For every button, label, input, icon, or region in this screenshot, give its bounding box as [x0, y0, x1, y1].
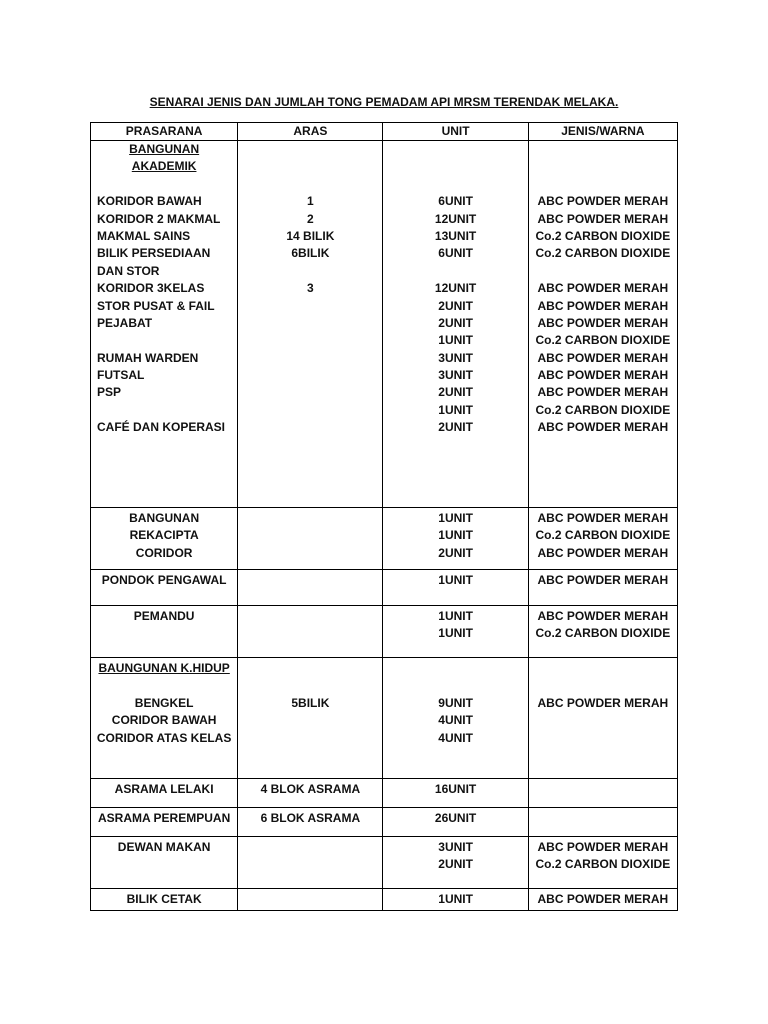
list-item: 2UNIT — [438, 298, 473, 313]
cell-aras-pondok — [238, 570, 383, 606]
cell-jenis-dewan-makan — [528, 837, 677, 889]
list-item: PONDOK PENGAWAL — [101, 573, 227, 587]
list-item: KORIDOR 2 MAKMAL — [97, 211, 221, 226]
list-item: 2UNIT — [438, 315, 473, 330]
cell-prasarana-rekacipta — [91, 508, 238, 570]
list-item: 1UNIT — [438, 511, 473, 525]
table-row-asrama-perempuan — [91, 808, 678, 837]
list-item: ABC POWDER MERAH — [537, 368, 669, 383]
list-item: ASRAMA PEREMPUAN — [98, 811, 231, 825]
list-item: ABC POWDER MERAH — [537, 573, 669, 587]
list-item: BILIK PERSEDIAAN — [97, 246, 211, 261]
list-item: 6UNIT — [438, 194, 473, 209]
cell-jenis-akademik — [528, 141, 677, 508]
list-item: 2UNIT — [438, 420, 473, 435]
cell-jenis-khidup — [528, 658, 677, 779]
list-item: PSP — [97, 385, 122, 400]
cell-unit-pemandu — [383, 606, 528, 658]
list-item: ABC POWDER MERAH — [537, 385, 669, 400]
cell-unit-akademik — [383, 141, 528, 508]
list-item: ABC POWDER MERAH — [537, 609, 669, 623]
list-item: CORIDOR — [135, 545, 193, 560]
list-item: ABC POWDER MERAH — [537, 298, 669, 313]
list-item: BILIK CETAK — [126, 892, 202, 906]
list-item: 4UNIT — [438, 713, 473, 728]
table-row-akademik — [91, 141, 678, 508]
cell-prasarana-pondok — [91, 570, 238, 606]
list-item: Co.2 CARBON DIOXIDE — [535, 402, 671, 417]
list-item: KORIDOR BAWAH — [97, 194, 202, 209]
list-item: Co.2 CARBON DIOXIDE — [535, 626, 671, 641]
list-item: RUMAH WARDEN — [97, 350, 199, 365]
header-unit: UNIT — [383, 123, 528, 141]
list-item: ABC POWDER MERAH — [537, 350, 669, 365]
list-item: 2UNIT — [438, 545, 473, 560]
section-heading: BAUNGUNAN K.HIDUP — [98, 661, 230, 675]
list-item: 1UNIT — [438, 528, 473, 543]
list-item: 3UNIT — [438, 350, 473, 365]
list-item: 1UNIT — [438, 402, 473, 417]
list-item: 12UNIT — [434, 281, 477, 296]
list-item: ABC POWDER MERAH — [537, 511, 669, 525]
list-item: 1UNIT — [438, 609, 473, 623]
list-item: ABC POWDER MERAH — [537, 194, 669, 209]
header-prasarana: PRASARANA — [91, 123, 238, 141]
cell-unit-khidup — [383, 658, 528, 779]
list-item: DEWAN MAKAN — [117, 840, 211, 854]
cell-prasarana-asrama-perempuan — [91, 808, 238, 837]
list-item: CORIDOR ATAS KELAS — [96, 730, 232, 745]
cell-prasarana-dewan-makan — [91, 837, 238, 889]
cell-prasarana-akademik — [91, 141, 238, 508]
list-item: 2 — [307, 211, 314, 226]
list-item: 3 — [307, 281, 314, 296]
list-item: 1UNIT — [438, 333, 473, 348]
cell-aras-asrama-perempuan — [238, 808, 383, 837]
list-item: 2UNIT — [438, 385, 473, 400]
list-item: 26UNIT — [434, 811, 477, 825]
list-item: 5BILIK — [291, 695, 330, 710]
table-row-dewan-makan — [91, 837, 678, 889]
cell-jenis-rekacipta — [528, 508, 677, 570]
section-heading: AKADEMIK — [131, 159, 197, 174]
list-item: ABC POWDER MERAH — [537, 840, 669, 854]
header-aras: ARAS — [238, 123, 383, 141]
list-item: 6UNIT — [438, 246, 473, 261]
list-item: 3UNIT — [438, 368, 473, 383]
cell-aras-asrama-lelaki — [238, 779, 383, 808]
table-row-pondok-pengawal — [91, 570, 678, 606]
list-item: Co.2 CARBON DIOXIDE — [535, 528, 671, 543]
section-heading: BANGUNAN — [129, 142, 200, 156]
list-item: ABC POWDER MERAH — [537, 281, 669, 296]
list-item: PEJABAT — [97, 315, 153, 330]
cell-aras-rekacipta — [238, 508, 383, 570]
cell-aras-dewan-makan — [238, 837, 383, 889]
cell-aras-khidup — [238, 658, 383, 779]
cell-unit-asrama-perempuan — [383, 808, 528, 837]
cell-jenis-pondok — [528, 570, 677, 606]
cell-unit-dewan-makan — [383, 837, 528, 889]
cell-prasarana-asrama-lelaki — [91, 779, 238, 808]
cell-jenis-asrama-lelaki — [528, 779, 677, 808]
list-item: MAKMAL SAINS — [97, 228, 191, 243]
list-item: 6BILIK — [291, 246, 330, 261]
list-item: 13UNIT — [434, 228, 477, 243]
list-item: STOR PUSAT & FAIL — [97, 298, 215, 313]
cell-unit-pondok — [383, 570, 528, 606]
cell-prasarana-khidup — [91, 658, 238, 779]
list-item: FUTSAL — [97, 368, 145, 383]
cell-unit-bilik-cetak — [383, 889, 528, 911]
list-item: 1UNIT — [438, 626, 473, 641]
cell-jenis-pemandu — [528, 606, 677, 658]
list-item: PEMANDU — [133, 609, 195, 623]
list-item: 3UNIT — [438, 840, 473, 854]
list-item: CAFÉ DAN KOPERASI — [97, 420, 226, 435]
table-row-khidup — [91, 658, 678, 779]
list-item: BENGKEL — [134, 695, 194, 710]
table-header-row — [91, 123, 678, 141]
table-row-bilik-cetak — [91, 889, 678, 911]
list-item: ABC POWDER MERAH — [537, 545, 669, 560]
list-item: Co.2 CARBON DIOXIDE — [535, 228, 671, 243]
cell-unit-rekacipta — [383, 508, 528, 570]
list-item: 14 BILIK — [286, 228, 335, 243]
list-item: ASRAMA LELAKI — [114, 782, 214, 796]
table-row-pemandu — [91, 606, 678, 658]
table-row-rekacipta — [91, 508, 678, 570]
header-jenis-warna: JENIS/WARNA — [528, 123, 677, 141]
cell-jenis-asrama-perempuan — [528, 808, 677, 837]
cell-unit-asrama-lelaki — [383, 779, 528, 808]
list-item: 4UNIT — [438, 730, 473, 745]
list-item: 1 — [307, 194, 314, 209]
list-item: CORIDOR BAWAH — [111, 713, 217, 728]
fire-extinguisher-table — [90, 122, 678, 911]
cell-aras-akademik — [238, 141, 383, 508]
list-item: KORIDOR 3KELAS — [97, 281, 205, 296]
cell-jenis-bilik-cetak — [528, 889, 677, 911]
list-item: ABC POWDER MERAH — [537, 695, 669, 710]
list-item: ABC POWDER MERAH — [537, 315, 669, 330]
list-item: 1UNIT — [438, 892, 473, 906]
list-item: ABC POWDER MERAH — [537, 211, 669, 226]
list-item: 16UNIT — [434, 782, 477, 796]
list-item: DAN STOR — [97, 263, 160, 278]
list-item: 6 BLOK ASRAMA — [260, 811, 361, 825]
list-item: 12UNIT — [434, 211, 477, 226]
list-item: Co.2 CARBON DIOXIDE — [535, 333, 671, 348]
list-item: REKACIPTA — [129, 528, 199, 543]
list-item: Co.2 CARBON DIOXIDE — [535, 246, 671, 261]
table-row-asrama-lelaki — [91, 779, 678, 808]
cell-aras-pemandu — [238, 606, 383, 658]
list-item: 4 BLOK ASRAMA — [260, 782, 361, 796]
cell-prasarana-bilik-cetak — [91, 889, 238, 911]
list-item: ABC POWDER MERAH — [537, 892, 669, 906]
list-item: ABC POWDER MERAH — [537, 420, 669, 435]
cell-aras-bilik-cetak — [238, 889, 383, 911]
list-item: Co.2 CARBON DIOXIDE — [535, 857, 671, 872]
list-item: 2UNIT — [438, 857, 473, 872]
document-title: SENARAI JENIS DAN JUMLAH TONG PEMADAM API MRSM TERENDAK MELAKA. — [149, 95, 619, 109]
list-item: 1UNIT — [438, 573, 473, 587]
cell-prasarana-pemandu — [91, 606, 238, 658]
list-item: BANGUNAN — [129, 511, 200, 525]
list-item: 9UNIT — [438, 695, 473, 710]
